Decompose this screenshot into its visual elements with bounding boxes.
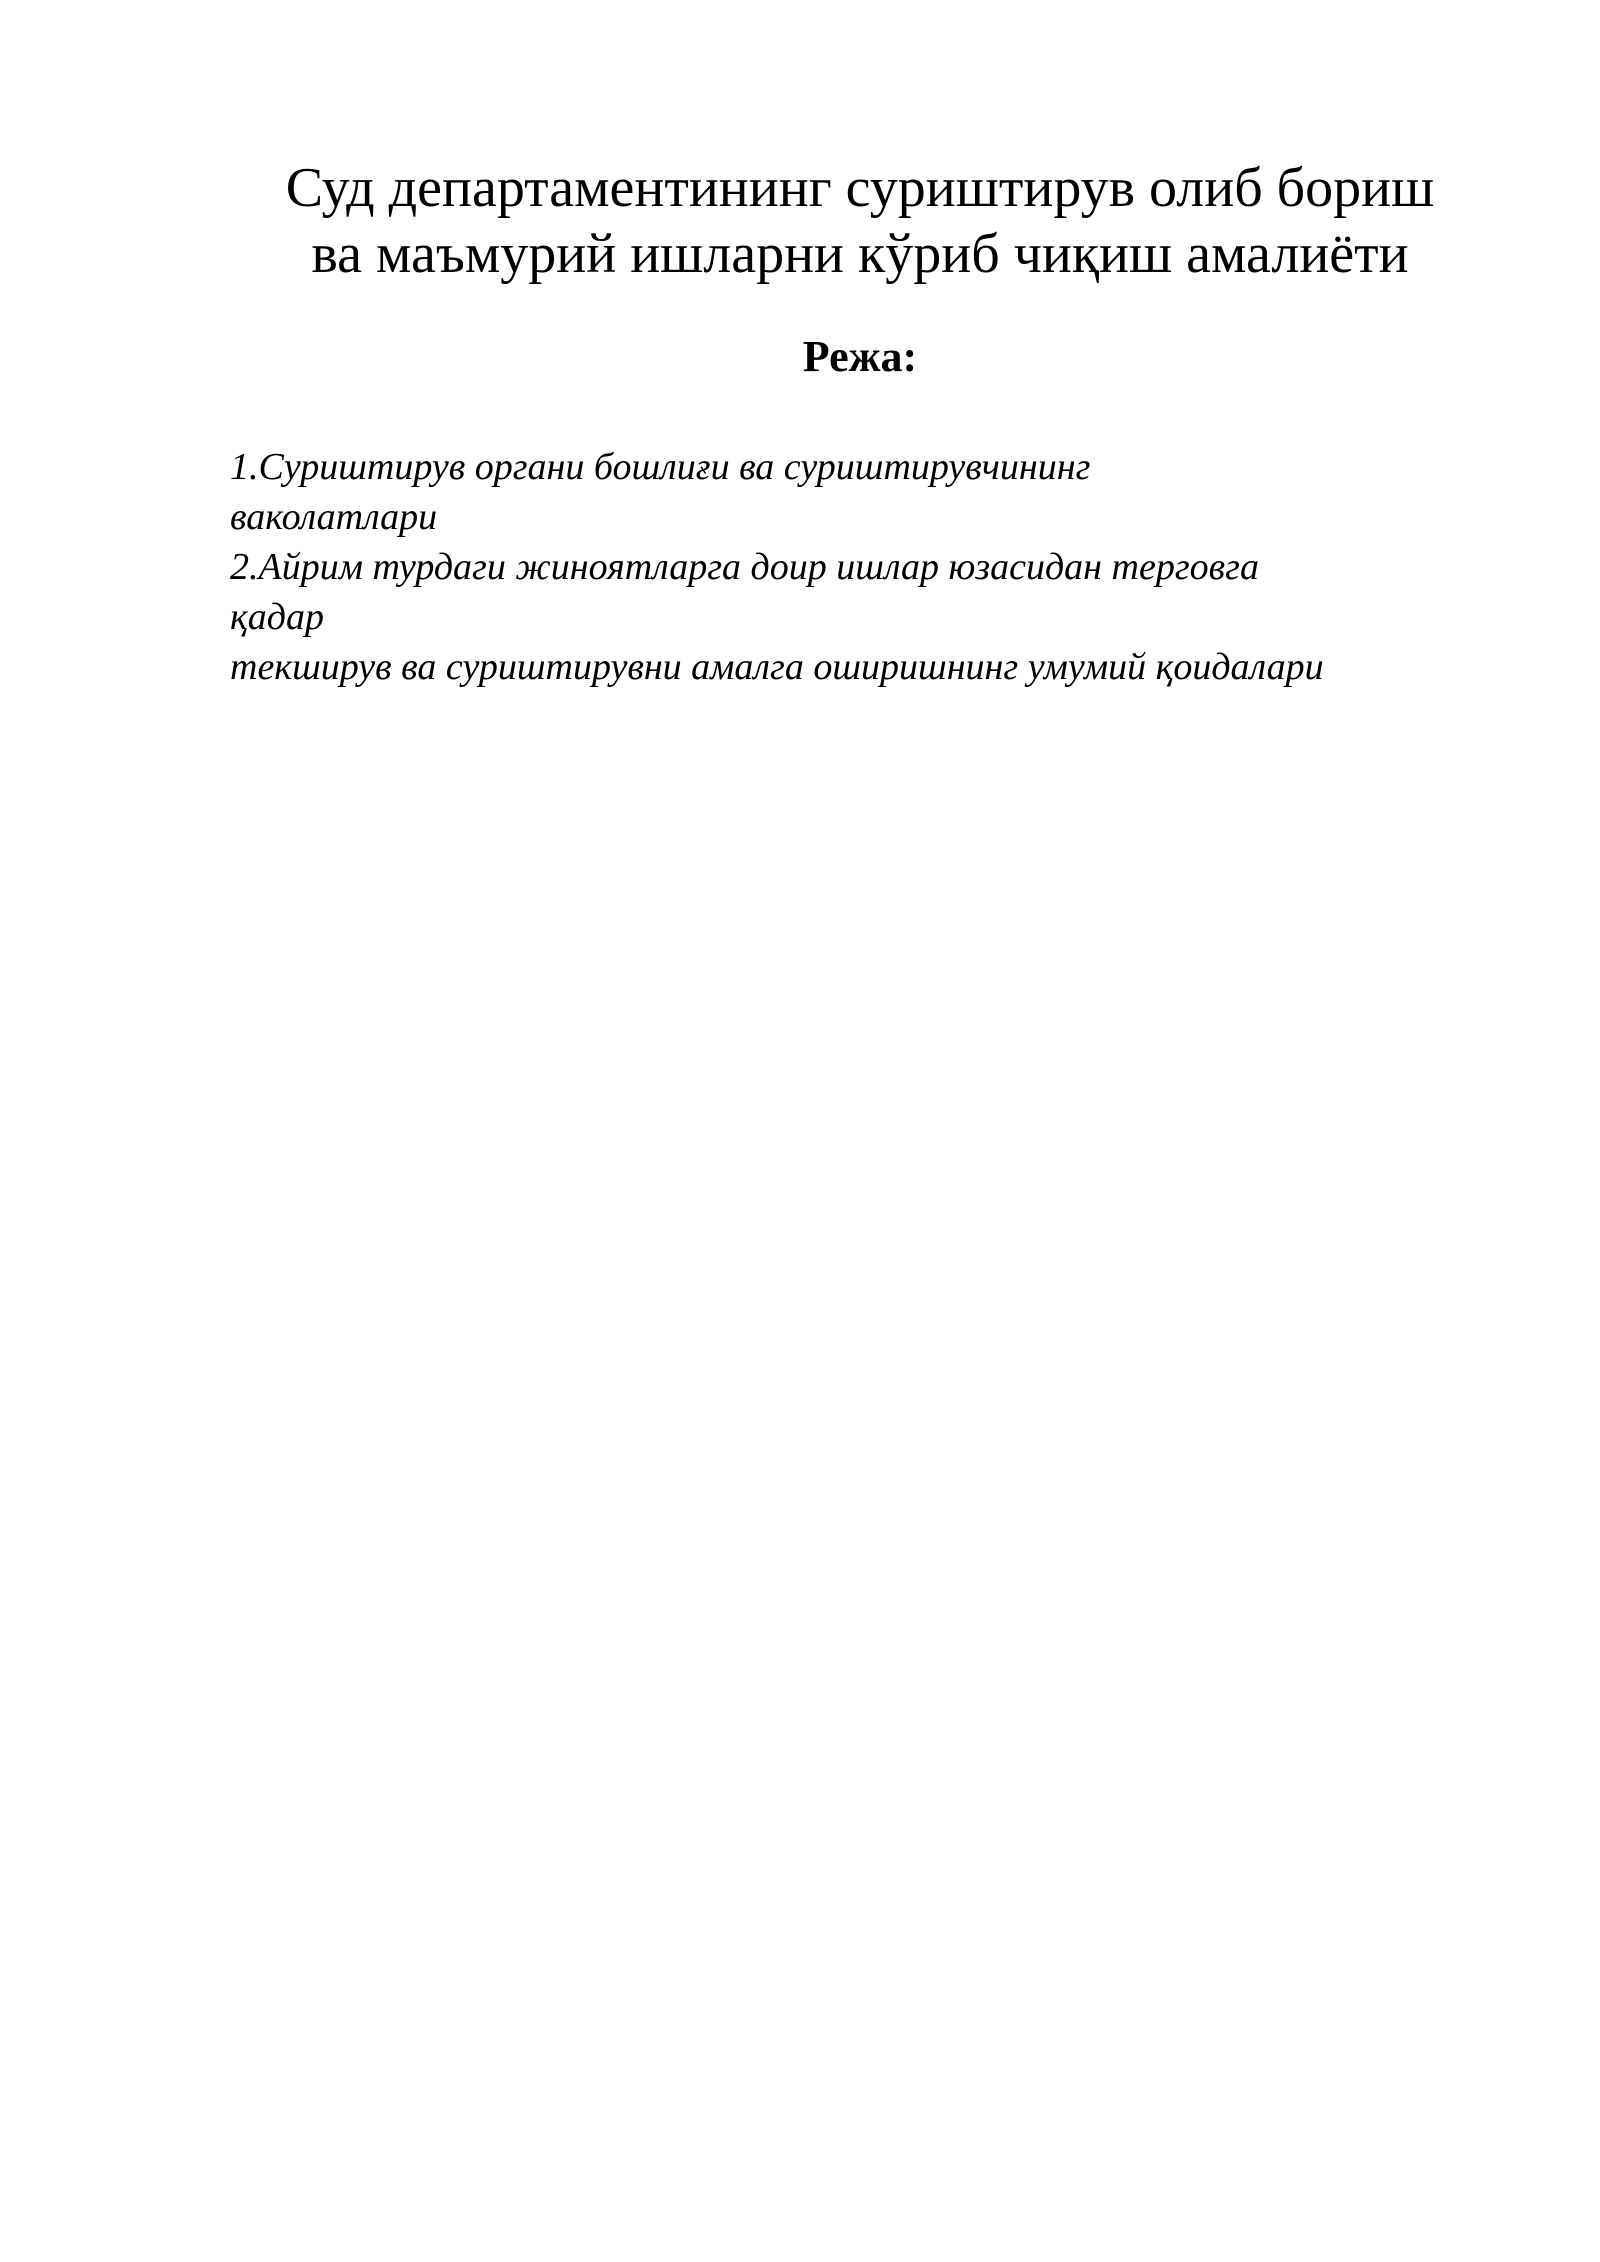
plan-list (230, 442, 1550, 692)
plan-item-1-line-1: 1.Суриштирув органи бошлиғи ва суриштирувчининг (230, 446, 1091, 488)
plan-item-2-line-2: қадар (230, 596, 324, 638)
plan-item-2-line-1: 2.Айрим турдаги жиноятларга доир ишлар юзасидан терговга (230, 546, 1259, 588)
plan-heading: Режа: (802, 332, 918, 381)
document-title (200, 155, 1520, 287)
title-line-1: Суд департаментининг суриштирув олиб бориш (285, 157, 1435, 219)
plan-item-2-line-3: текширув ва суриштирувни амалга оширишнинг умумий қоидалари (230, 646, 1324, 688)
title-line-2: ва маъмурий ишларни кўриб чиқиш амалиёти (311, 223, 1409, 285)
plan-item-1-line-2: ваколатлари (230, 496, 438, 538)
